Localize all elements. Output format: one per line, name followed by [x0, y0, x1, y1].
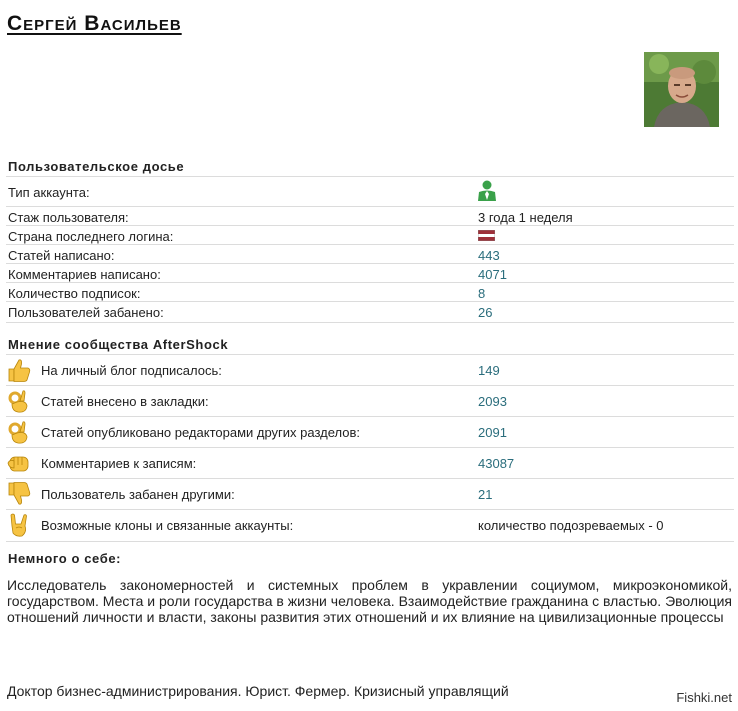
banned-users-count-link[interactable]: 26	[478, 305, 493, 320]
articles-count-link[interactable]: 443	[478, 248, 500, 263]
thumbs-up-icon	[6, 357, 32, 383]
community-heading: Мнение сообщества AfterShock	[8, 337, 229, 352]
user-type-icon	[478, 180, 496, 205]
avatar-photo	[644, 52, 719, 127]
profile-name: Сергей Васильев	[7, 12, 182, 35]
about-extra: Доктор бизнес-администрирования. Юрист. Фермер. Кризисный управлящий	[7, 683, 509, 699]
dossier-label: Стаж пользователя:	[8, 210, 129, 225]
dossier-row-experience	[6, 206, 734, 226]
community-label: Статей внесено в закладки:	[41, 394, 209, 409]
republished-count-link[interactable]: 2091	[478, 425, 507, 440]
dossier-label: Комментариев написано:	[8, 267, 161, 282]
dossier-row-country	[6, 225, 734, 245]
ok-hand-icon	[6, 419, 32, 445]
watermark-logo: Fishki.net	[676, 690, 732, 705]
dossier-row-articles	[6, 244, 734, 264]
thumbs-down-icon	[6, 481, 32, 507]
community-row-clones	[6, 509, 734, 542]
community-label: Пользователь забанен другими:	[41, 487, 235, 502]
dossier-heading: Пользовательское досье	[8, 159, 185, 174]
fist-icon	[6, 450, 32, 476]
banned-by-others-count-link[interactable]: 21	[478, 487, 493, 502]
latvia-flag-icon	[478, 229, 495, 244]
community-row-comment-replies	[6, 447, 734, 479]
bookmarks-count-link[interactable]: 2093	[478, 394, 507, 409]
community-row-banned-by-others	[6, 478, 734, 510]
dossier-label: Тип аккаунта:	[8, 185, 90, 200]
dossier-label: Пользователей забанено:	[8, 305, 164, 320]
dossier-row-account-type	[6, 176, 734, 207]
community-row-republished	[6, 416, 734, 448]
community-row-subscribers	[6, 354, 734, 386]
dossier-value: 3 года 1 неделя	[478, 210, 573, 225]
dossier-label: Количество подписок:	[8, 286, 141, 301]
comment-replies-count-link[interactable]: 43087	[478, 456, 515, 471]
dossier-row-banned-users	[6, 301, 734, 323]
community-label: На личный блог подписалось:	[41, 363, 222, 378]
dossier-row-subscriptions	[6, 282, 734, 302]
subscribers-count-link[interactable]: 149	[478, 363, 500, 378]
community-label: Статей опубликовано редакторами других разделов:	[41, 425, 361, 440]
subscriptions-count-link[interactable]: 8	[478, 286, 486, 301]
clones-value: количество подозреваемых - 0	[478, 518, 664, 533]
community-row-bookmarks	[6, 385, 734, 417]
comments-count-link[interactable]: 4071	[478, 267, 507, 282]
about-text: Исследователь закономерностей и системных проблем в укравлении социумом, микроэкономикой, государством. Места и роли государства в жизни человека. Взаимодействие гражданина с властью. Эволюция отношений личности и власти, законы развития этих отношений и их влияние на цивилизационные процессы	[7, 577, 732, 625]
dossier-label: Статей написано:	[8, 248, 115, 263]
dossier-row-comments	[6, 263, 734, 283]
dossier-label: Страна последнего логина:	[8, 229, 174, 244]
ok-hand-icon	[6, 388, 32, 414]
rock-hand-icon	[6, 512, 32, 538]
community-label: Комментариев к записям:	[41, 456, 197, 471]
about-heading: Немного о себе:	[8, 551, 122, 566]
profile-avatar	[644, 52, 719, 127]
community-label: Возможные клоны и связанные аккаунты:	[41, 518, 294, 533]
